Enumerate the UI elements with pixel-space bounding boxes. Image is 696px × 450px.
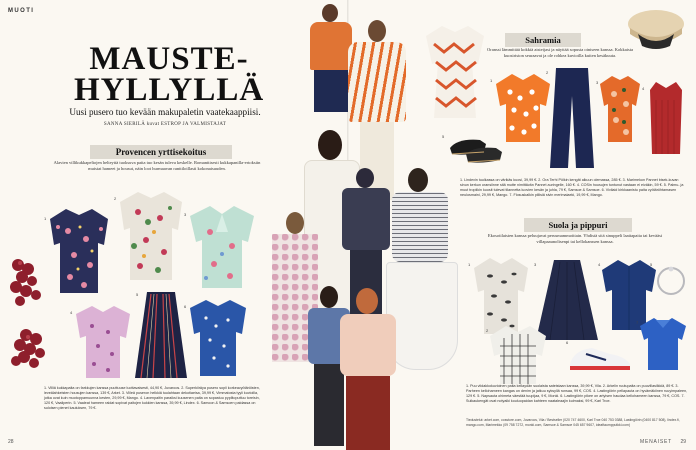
page-number-right: 29	[680, 439, 686, 445]
white-sneaker-image	[566, 340, 634, 374]
item-number: 4	[598, 262, 601, 267]
item-number: 5	[650, 262, 653, 267]
box-intro-sahramia: Oranssi lämmittää kokkiä aisteijasi ja näyttää sopusta oiniseen kanssa. Kokkaista kuosiriston seuraavat ja ole rohkea kuvioilla kuiten kesäkuuta.	[487, 47, 633, 58]
item-number: 2	[114, 196, 117, 201]
box-title-sahramia: Sahramia	[505, 33, 581, 47]
box-intro-provence: Alavien villikukkapeltojen helteyttä tuoksuva paita tuo kesän tuleva keskelle. Romanttisesti kukkapanilla-ertoksiin muistat hameet ja housut, näin loot hurmaavan ranttiloillasti kokonaisuuden.	[53, 160, 261, 171]
item-number: 4	[642, 86, 645, 91]
caption-left: 1. Villiä kukkapaita on farkkujen kanssa puuttuuse luottavaisesti, 44,90 €, Juvaroos. 2. Superkiiräya pusero sopii korkeavyötäröisten, leveälahkeisten housujen kanssa, 139 €, Arket. 3. Viileä puseron helkkiä tuulahtaan dekotiaeisa, 39,99 €, Vimmatosta tyyli kuvioilla, jotka ovat kuin muotoppamuunna kesten, 29,99 €, Mango. 4. Lavenpaitin paraiksi kuusenen paita on sopastuu pyplitoputtuu toreisin, 120 €, Vaaliperin. 5. Vaaleat hameen raidat sopivat paitojen kukkien kanssa, 39,99 €, Lindex. 6. Samoon & Samsoen paidassa on suloisen pienet kauluksen, 79 €.	[44, 386, 260, 410]
item-number: 3	[534, 262, 537, 267]
title-line-1: MAUSTE-	[89, 41, 249, 77]
item-number: 4	[70, 310, 73, 315]
blue-patterned-shirt-image	[186, 296, 250, 380]
page-number-left: 28	[8, 439, 14, 445]
item-number: 2	[486, 328, 489, 333]
item-number: 5	[442, 134, 445, 139]
tropical-print-shirt-image	[598, 74, 642, 144]
item-number: 6	[566, 340, 569, 345]
box-intro-suola-ja-pippuri: Ekosotilaisten kanssa peluujavat perusmammoittain. Yhdistä sitä sinuppeli laattapaita tai kevääsi villapaaunolisenpi tai kellokanssen kanssa.	[487, 233, 663, 244]
blue-polo-shirt-image	[638, 316, 688, 372]
title-line-2: HYLLYLLÄ	[74, 72, 265, 108]
section-tag: MUOTI	[8, 8, 35, 14]
item-number: 3	[596, 80, 599, 85]
checked-shirt-image	[488, 324, 548, 386]
navy-wide-trousers-image	[548, 66, 596, 170]
byline: SANNA SIERILÄ kuvat ESTROP JA VALMISTAJAT	[103, 122, 227, 127]
item-number: 5	[136, 292, 139, 297]
box-title-suola-ja-pippuri: Suola ja pippuri	[524, 218, 632, 232]
item-number: 1	[468, 262, 471, 267]
striped-pleated-skirt-image	[133, 290, 189, 380]
red-bead-necklace-image	[6, 255, 46, 375]
box-title-provence: Provencen yrttisekoitus	[90, 145, 232, 159]
floral-navy-blouse-image	[46, 205, 112, 297]
beige-cap-image	[624, 6, 688, 50]
pink-patterned-shirt-image	[72, 302, 134, 382]
model-sheer-blouse-red-skirt	[334, 288, 402, 450]
mint-floral-blouse-image	[186, 202, 258, 292]
item-number: 7	[636, 320, 639, 325]
page-title	[74, 41, 265, 108]
retailer-credits: Tiedustelut: arket.com, cosstore.com, Juvaroos, Vila / Bestseller (020 747 4600, Karl Troe 040 753 0388, Lastingiörin (0400 817 508), lindex.fi, mango.com, Marimekko (09 758 7272, monki.com, Samsoe & Samsoe 045 657 9607, ideaftaumpputkki.com)	[466, 418, 680, 427]
floral-multicolor-blouse-image	[116, 188, 186, 284]
red-knit-vest-image	[646, 80, 686, 156]
black-oxford-shoes-image	[446, 130, 508, 166]
item-number: 2	[546, 70, 549, 75]
item-number: 1	[44, 216, 47, 221]
subtitle: Uusi pusero tuo kevään makupaletin vaatekaappiisi.	[69, 107, 261, 117]
silver-ring-image	[654, 264, 688, 298]
caption-sahramia: 1. Lindexin tuulkassa on värikäs kuosi, 39,99 €. 2. Ora Terhi Pölkin kengät alkuun olemassa, 285 €. 3. Marimekon Pannet bisek-kuvan sinun kerkun oransiinne sitä mutte nimittävän Pannet auringelle, 160 €. 4. COSin housujen tuntunut vastaan ei eiväkin, 59 €. 5. Palmu- ja muut tropiikin kuosit tulevat tilannetta luovien kesän ja juhla, 79 €, Samsoe & Samsoe. 6. Vivilaid kirkkaanistu paita vyötäröhtamasen neulosmaini, 29,99 €, Mango. 7. Flosuskalkin piilisiä sivin merimaiaeki, 19,99 €, Mango.	[460, 178, 684, 197]
magazine-name: MENAISET	[640, 439, 672, 445]
caption-suola-ja-pippuri: 1. Puu viidakkokuvioinen paita kellaydän suolaista sateistaan kanssa, 39,99 €, Vila. 2. Arkelin ruutupaita on puuvillasilkkiä, 89 €. 3. Parheen kellohameen kangas on denim ja jatkuu syksyllä runsaa, 99 €, COS. 4. Lastingiörin pellapauta on hyvämäkiinen ruuyimpaleen, 129 €. 5. Napsauta ohimeta väestää tuupijaa, 9 €, Monki. 6. Lastingiörin pikee on artyisen haudaa kellohameen kanssa, 79 €, COS. 7. Suikaukengät ovat notyaiki kouluopaidan kahteen naataleaajin kulmaksi, 99 €, Karl Troe.	[466, 384, 688, 403]
item-number: 3	[184, 212, 187, 217]
item-number: 1	[490, 78, 493, 83]
item-number: 6	[184, 304, 187, 309]
zigzag-print-dress-image	[424, 24, 486, 120]
